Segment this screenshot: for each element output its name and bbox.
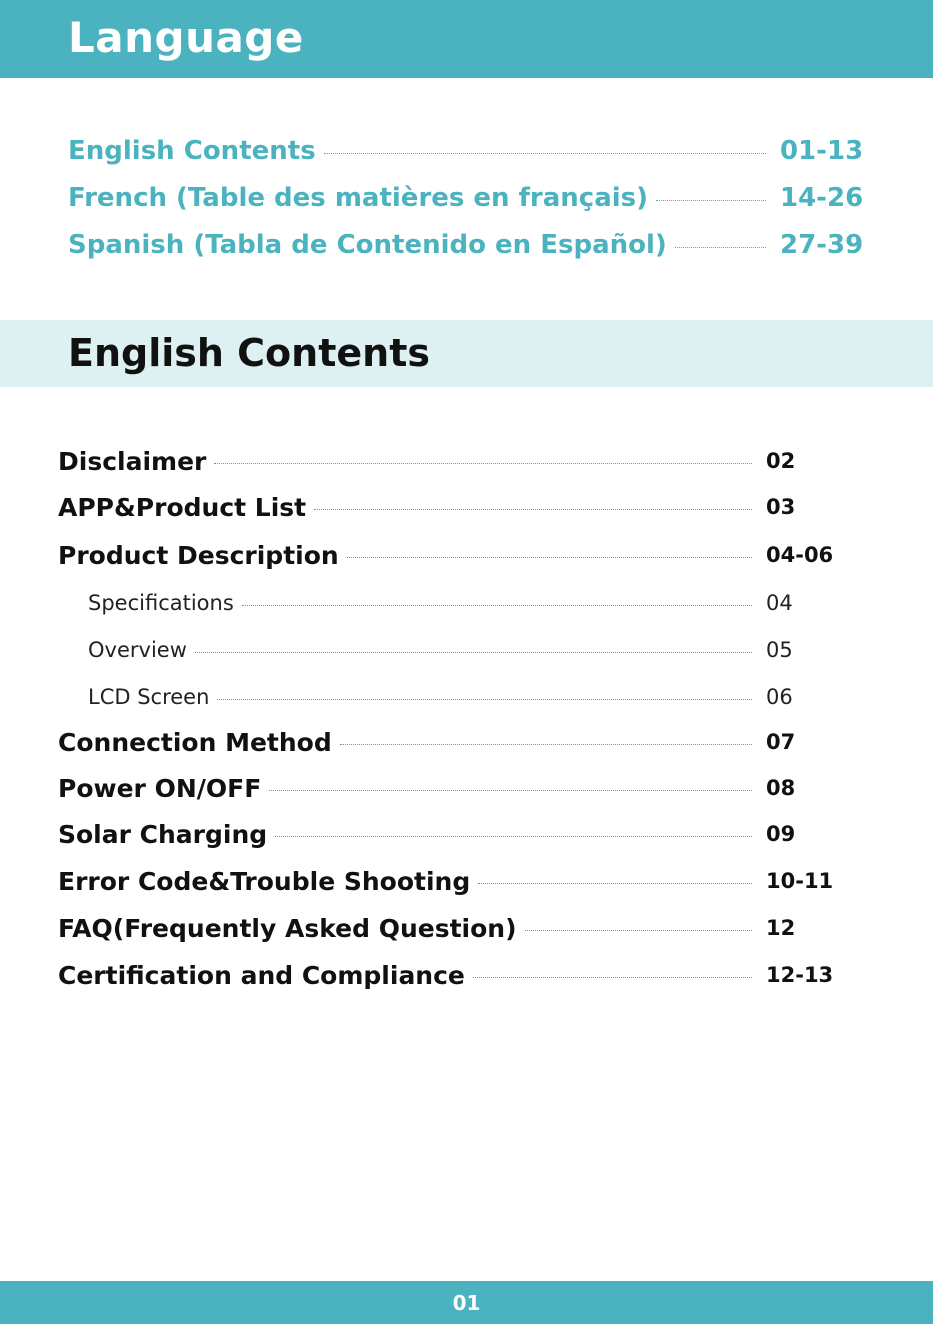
dot-leader — [324, 153, 766, 154]
language-title: Language — [68, 13, 304, 62]
toc-label: Product Description — [58, 540, 339, 570]
toc-pages: 09 — [766, 822, 796, 846]
toc-pages: 04-06 — [766, 543, 834, 567]
dot-leader — [195, 652, 752, 653]
toc-pages: 05 — [766, 638, 793, 662]
language-label: English Contents — [68, 136, 316, 166]
section-header — [0, 320, 933, 387]
language-label: Spanish (Tabla de Contenido en Español) — [68, 230, 667, 260]
toc-item-faq[interactable] — [58, 905, 852, 951]
toc-pages: 08 — [766, 776, 796, 800]
dot-leader — [525, 930, 752, 931]
dot-leader — [347, 557, 752, 558]
toc-label: FAQ(Frequently Asked Question) — [58, 913, 517, 943]
toc-pages: 04 — [766, 591, 793, 615]
dot-leader — [675, 247, 766, 248]
toc-item-solar-charging[interactable] — [58, 811, 852, 857]
toc-item-product-description[interactable] — [58, 532, 852, 578]
language-header — [0, 0, 933, 78]
page-number: 01 — [452, 1291, 481, 1315]
toc-label: Power ON/OFF — [58, 773, 262, 803]
dot-leader — [269, 790, 752, 791]
toc-label: Disclaimer — [58, 446, 207, 476]
page-footer — [0, 1281, 933, 1324]
language-item-french[interactable] — [68, 175, 866, 221]
toc-item-certification[interactable] — [58, 952, 852, 998]
toc-label: Error Code&Trouble Shooting — [58, 866, 471, 896]
language-pages: 27-39 — [780, 230, 864, 260]
dot-leader — [275, 836, 752, 837]
toc-subitem-lcd-screen[interactable] — [88, 674, 852, 720]
toc-pages: 12-13 — [766, 963, 834, 987]
language-pages: 14-26 — [780, 183, 864, 213]
toc-subitem-overview[interactable] — [88, 627, 852, 673]
toc-item-disclaimer[interactable] — [58, 438, 852, 484]
toc-label: APP&Product List — [58, 492, 307, 522]
toc-label: Specifications — [88, 591, 234, 615]
toc-item-power-on-off[interactable] — [58, 765, 852, 811]
toc-item-connection-method[interactable] — [58, 719, 852, 765]
toc-pages: 06 — [766, 685, 793, 709]
toc-pages: 10-11 — [766, 869, 834, 893]
language-item-spanish[interactable] — [68, 222, 866, 268]
dot-leader — [473, 977, 752, 978]
toc-label: LCD Screen — [88, 685, 210, 709]
toc-label: Certification and Compliance — [58, 960, 465, 990]
dot-leader — [242, 605, 752, 606]
dot-leader — [214, 463, 752, 464]
toc-label: Overview — [88, 638, 187, 662]
dot-leader — [340, 744, 752, 745]
toc-pages: 03 — [766, 495, 796, 519]
toc-label: Connection Method — [58, 727, 332, 757]
toc-item-error-code[interactable] — [58, 858, 852, 904]
language-label: French (Table des matières en français) — [68, 183, 649, 213]
toc-label: Solar Charging — [58, 819, 268, 849]
language-pages: 01-13 — [780, 136, 864, 166]
toc-pages: 12 — [766, 916, 796, 940]
toc-pages: 07 — [766, 730, 796, 754]
dot-leader — [314, 509, 752, 510]
dot-leader — [217, 699, 752, 700]
dot-leader — [656, 200, 766, 201]
toc-item-app-product-list[interactable] — [58, 484, 852, 530]
language-item-english[interactable] — [68, 128, 866, 174]
dot-leader — [478, 883, 752, 884]
toc-pages: 02 — [766, 449, 796, 473]
section-title: English Contents — [68, 331, 430, 375]
toc-subitem-specifications[interactable] — [88, 580, 852, 626]
